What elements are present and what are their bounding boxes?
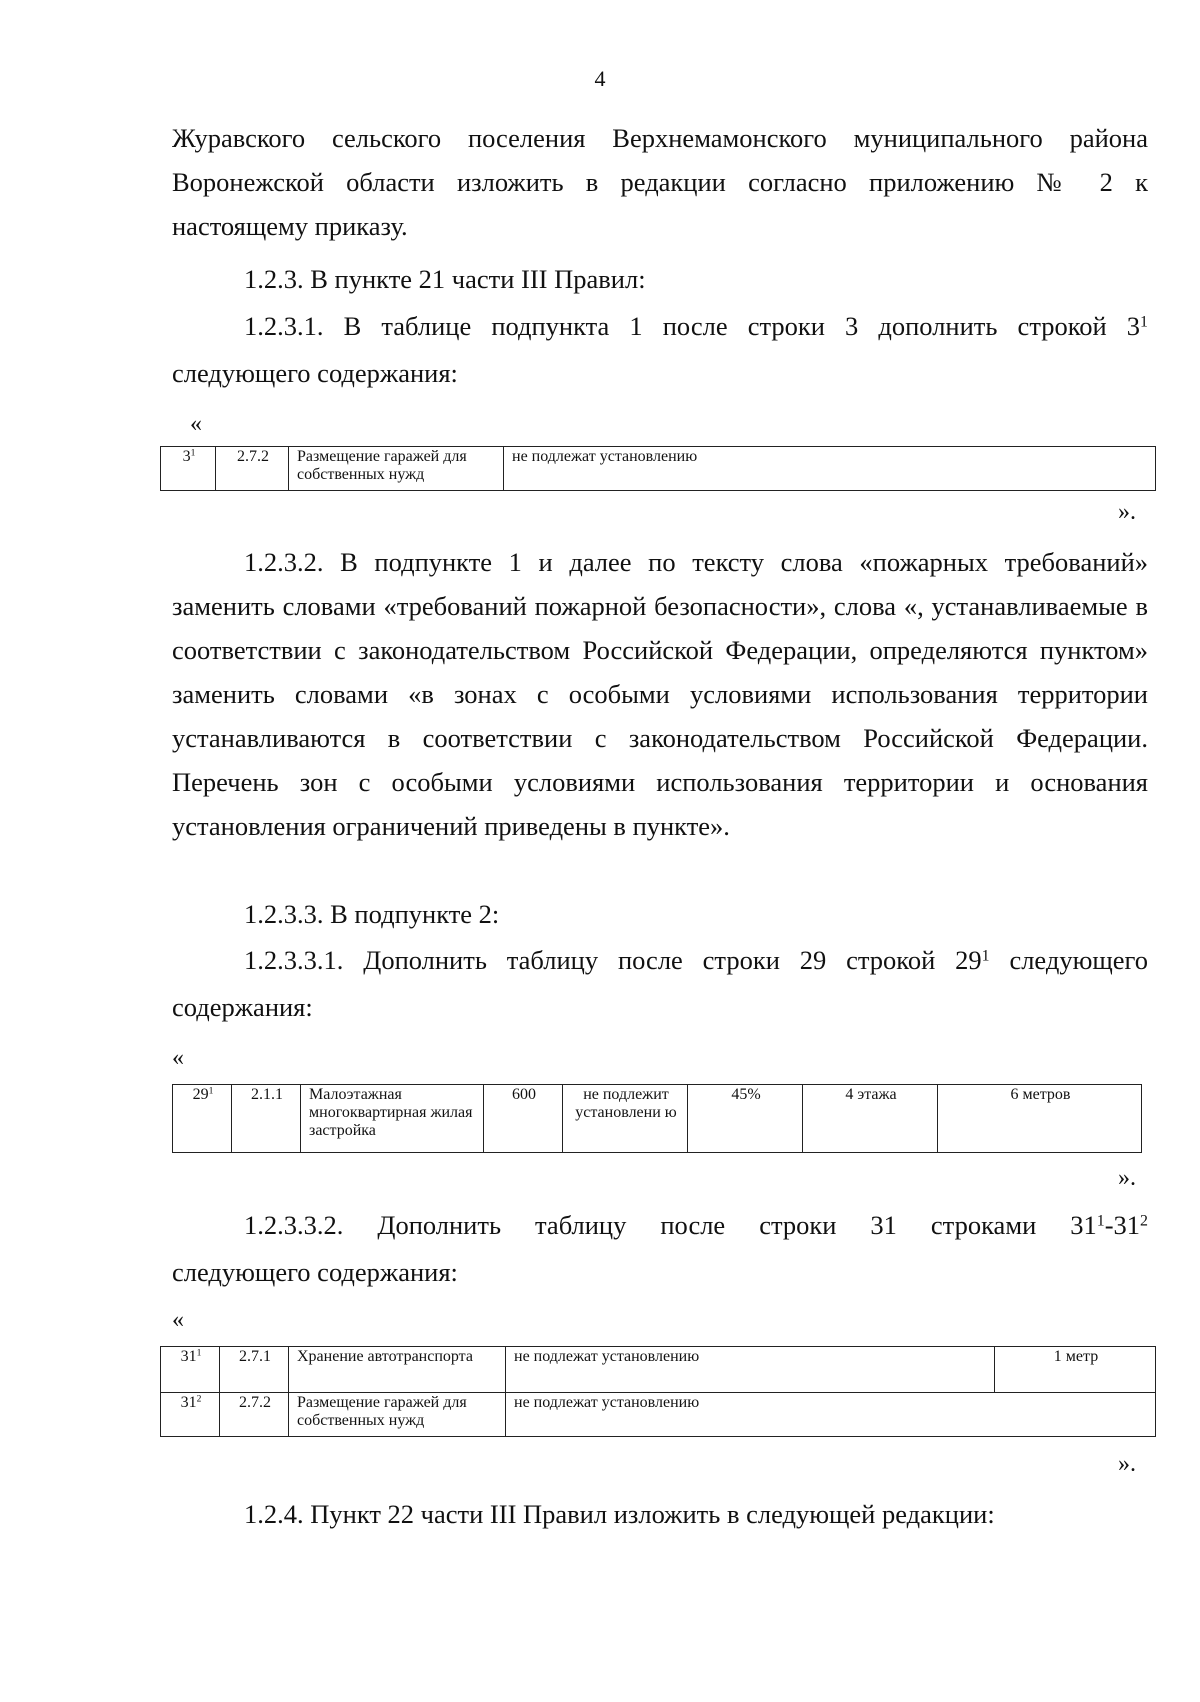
superscript: 1: [981, 947, 990, 965]
table-cell-code: 2.7.2: [220, 1393, 289, 1437]
item-1-2-3-3: 1.2.3.3. В подпункте 2:: [244, 899, 500, 929]
table-cell-value: не подлежат установлению: [506, 1393, 1156, 1437]
para1-line3: настоящему приказу.: [172, 211, 408, 241]
table-cell-name: Размещение гаражей для собственных нужд: [289, 1393, 506, 1437]
superscript: 1: [1096, 1212, 1105, 1230]
table-cell-name: Малоэтажная многоквартирная жилая застройка: [301, 1085, 484, 1153]
item-1-2-3-1: [244, 304, 1148, 348]
item-1-2-3-3-1-line2: содержания:: [172, 992, 313, 1022]
table-cell-name: Хранение автотранспорта: [289, 1347, 506, 1393]
table-cell-num: $3^1$: [161, 447, 216, 491]
table-2: [172, 1084, 1142, 1153]
table-cell-num: $29^1$: [173, 1085, 232, 1153]
table-cell-code: 2.1.1: [232, 1085, 301, 1153]
para1-line2: Воронежской области изложить в редакции согласно приложению № 2 к: [172, 167, 1148, 197]
table-cell-area: 600: [484, 1085, 563, 1153]
superscript: 1: [1140, 313, 1148, 331]
close-quote: ».: [1118, 1165, 1136, 1191]
close-quote: ».: [1118, 1451, 1136, 1477]
item-1-2-3: 1.2.3. В пункте 21 части III Правил:: [244, 264, 646, 294]
table-row: [161, 1393, 1156, 1437]
item-1-2-3-3-2-line2: следующего содержания:: [172, 1257, 458, 1287]
item-1-2-3-3-1: 1.2.3.3.1. Дополнить таблицу после строки 29 строкой $29^1$ следующего: [244, 945, 1148, 975]
table-cell-num: $31^2$: [161, 1393, 220, 1437]
item-1-2-4: 1.2.4. Пункт 22 части III Правил изложить в следующей редакции:: [244, 1499, 995, 1529]
page-number: 4: [594, 66, 606, 91]
item-1-2-3-2: 1.2.3.2. В подпункте 1 и далее по тексту слова «пожарных требований» заменить словами «требований пожарной безопасности», слова «, устанавливаемые в соответствии с законодательством Российской Федерации, определяются пунктом» заменить словами «в зонах с особыми условиями использования территории устанавливаются в соответствии с законодательством Российской Федерации. Перечень зон с особыми условиями использования территории и основания установления ограничений приведены в пункте».: [172, 547, 1148, 841]
table-row: [173, 1085, 1142, 1153]
para1-line1: Журавского сельского поселения Верхнемамонского муниципального района: [172, 123, 1148, 153]
item-1-2-3-3-2: 1.2.3.3.2. Дополнить таблицу после строки 31 строками $31^1-31^2$: [244, 1210, 1148, 1240]
table-cell-height: 6 метров: [938, 1085, 1142, 1153]
table-row: [161, 447, 1156, 491]
open-quote: «: [172, 1307, 184, 1333]
open-quote: «: [172, 1045, 184, 1071]
table-cell-floors: 4 этажа: [803, 1085, 938, 1153]
table-cell-num: $31^1$: [161, 1347, 220, 1393]
item-1-2-3-1-line2: следующего содержания:: [172, 358, 458, 388]
item-1-2-3-1-text: 1.2.3.1. В таблице подпункта 1 после строки 3 дополнить строкой 3: [244, 311, 1141, 341]
table-cell-code: 2.7.2: [216, 447, 289, 491]
table-cell-value: не подлежат установлению: [504, 447, 1156, 491]
table-3: [160, 1346, 1156, 1437]
table-cell-extra: 1 метр: [995, 1347, 1156, 1393]
table-row: [161, 1347, 1156, 1393]
superscript: 2: [1140, 1212, 1148, 1230]
table-cell-limit: не подлежит установлени ю: [563, 1085, 688, 1153]
table-cell-percent: 45%: [688, 1085, 803, 1153]
table-cell-value: не подлежат установлению: [506, 1347, 995, 1393]
table-1: [160, 446, 1156, 491]
close-quote: ».: [1118, 499, 1136, 525]
table-cell-name: Размещение гаражей для собственных нужд: [289, 447, 504, 491]
open-quote: «: [190, 411, 202, 437]
table-cell-code: 2.7.1: [220, 1347, 289, 1393]
